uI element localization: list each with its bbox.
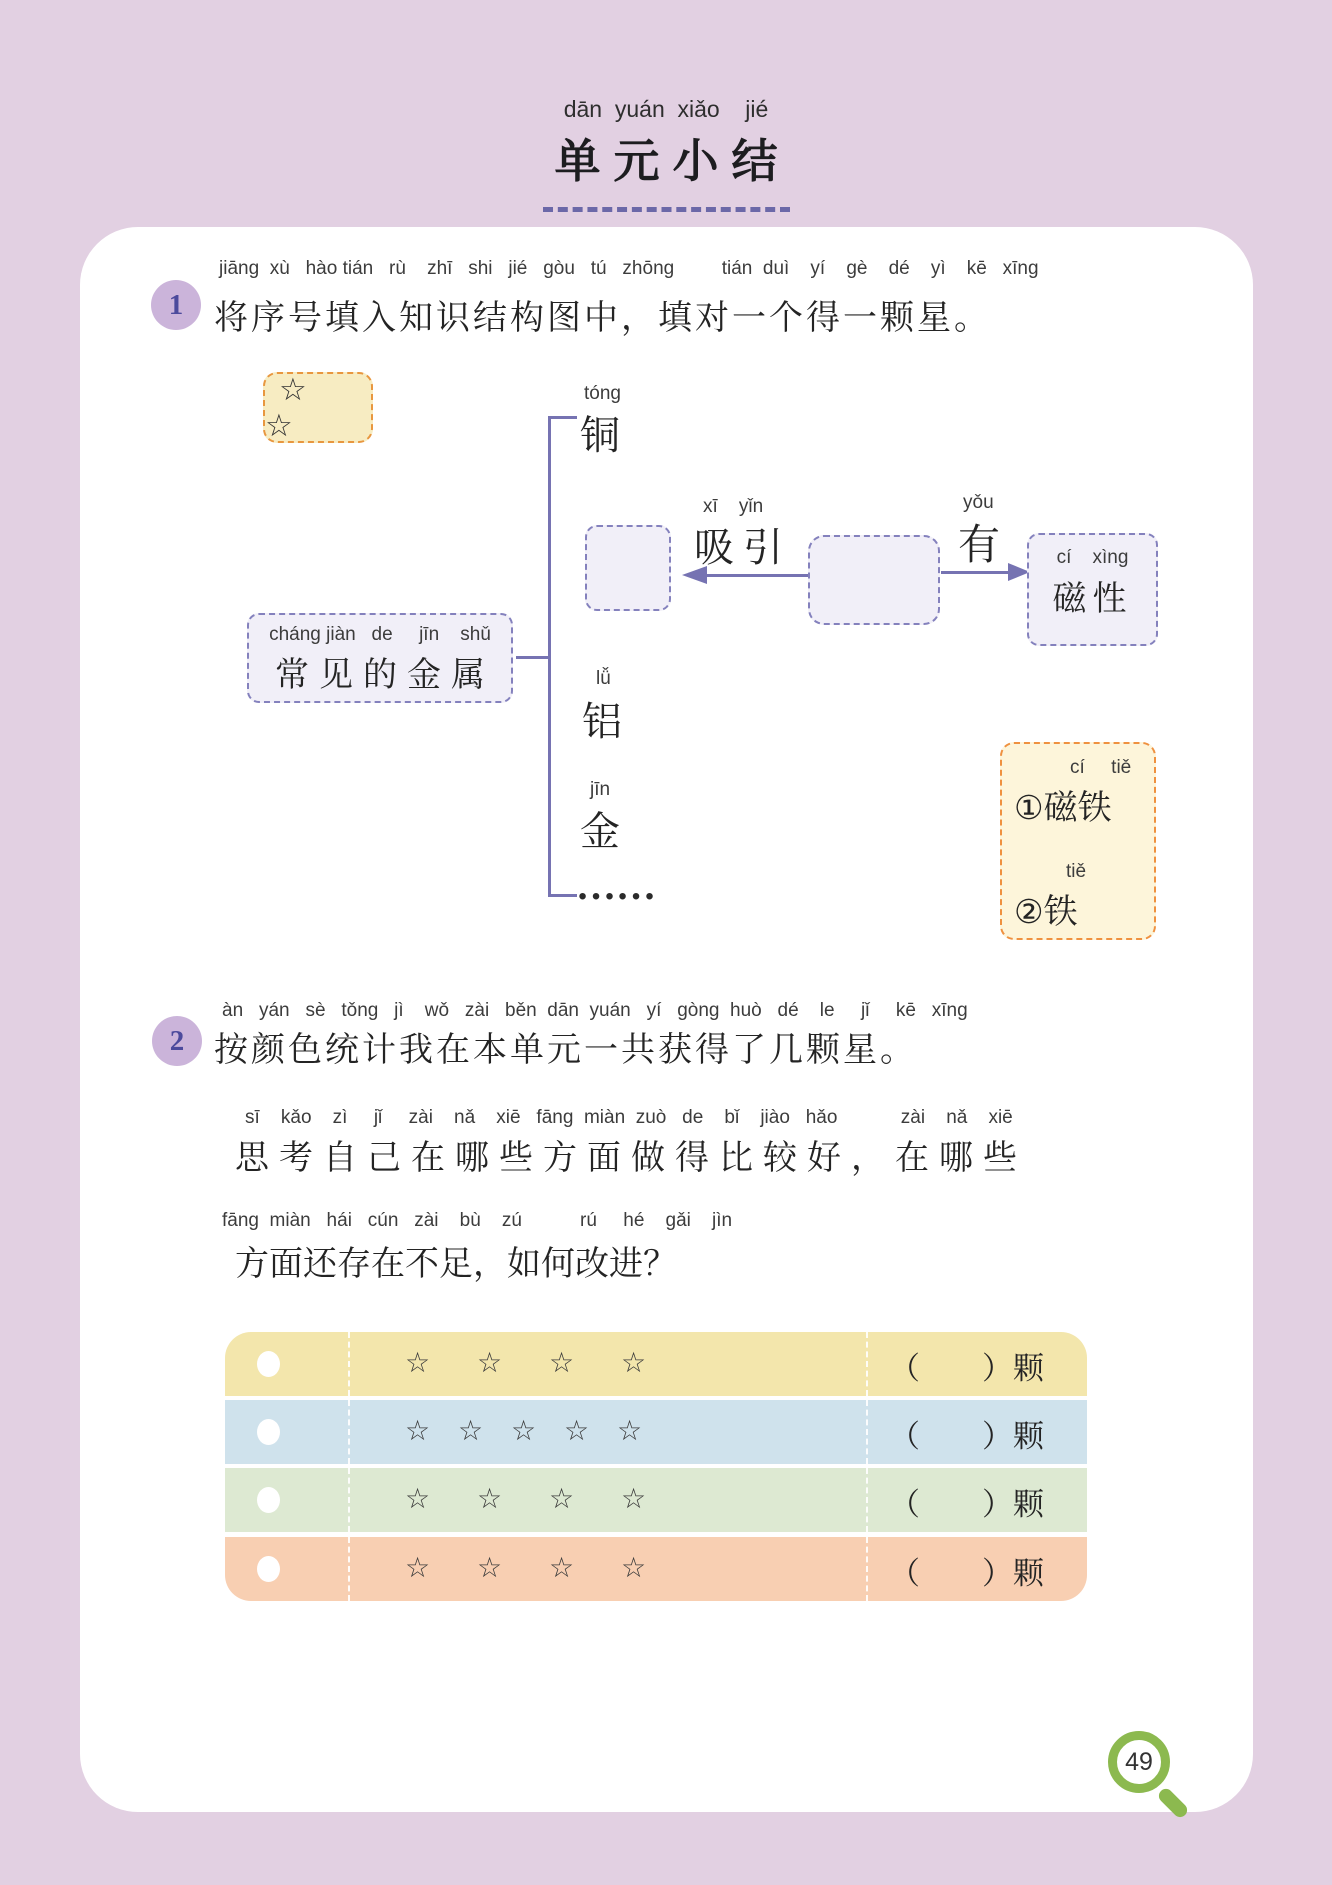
row-stars: ☆ ☆ ☆ ☆ ☆ bbox=[405, 1414, 643, 1447]
row-divider-right bbox=[866, 1468, 868, 1532]
option1-pinyin: cí tiě bbox=[1070, 757, 1132, 778]
answer-blank-box-left bbox=[585, 525, 671, 611]
branch-gold: 金 bbox=[580, 809, 620, 854]
root-node-common-metals bbox=[247, 613, 513, 703]
section2-line1-pinyin: àn yán sè tǒng jì wǒ zài běn dān yuán yí gòng huò dé le jǐ kē xīng bbox=[222, 1000, 968, 1021]
option1-text: 磁铁 bbox=[1043, 790, 1112, 827]
section1-number-badge: 1 bbox=[151, 280, 201, 330]
option2-iron bbox=[1014, 884, 1078, 933]
option2-number: ② bbox=[1014, 892, 1044, 931]
section1-question-pinyin: jiāng xù hào tián rù zhī shi jié gòu tú zhōng tián duì yí gè dé yì kē xīng bbox=[219, 258, 1039, 279]
option2-pinyin: tiě bbox=[1066, 861, 1087, 882]
magnetism-text: 磁性 bbox=[1052, 581, 1133, 618]
section2-line3-text: 方面还存在不足，如何改进？ bbox=[235, 1246, 677, 1283]
attract-label-pinyin: xī yǐn bbox=[703, 496, 764, 517]
branch-aluminum: 铝 bbox=[582, 699, 622, 744]
page-number: 49 bbox=[1125, 1747, 1153, 1776]
answer-options-box bbox=[1000, 742, 1156, 940]
row-divider-right bbox=[866, 1400, 868, 1464]
attract-arrow-line bbox=[706, 574, 808, 577]
row-divider-left bbox=[348, 1468, 350, 1532]
page-title-block bbox=[466, 96, 866, 212]
section2-number-badge: 2 bbox=[152, 1016, 202, 1066]
row-bullet bbox=[257, 1556, 280, 1582]
row-count-blank: （ ）颗 bbox=[889, 1556, 1044, 1591]
title-underline-dashes bbox=[543, 207, 790, 212]
have-arrow-line bbox=[941, 571, 1011, 574]
bracket-top-tick bbox=[548, 416, 577, 419]
row-divider-left bbox=[348, 1537, 350, 1601]
branch-copper-pinyin: tóng bbox=[584, 383, 621, 404]
attract-label: 吸引 bbox=[694, 525, 792, 570]
branch-ellipsis: …… bbox=[576, 863, 656, 908]
branch-aluminum-pinyin: lǚ bbox=[596, 668, 611, 689]
row-stars: ☆ ☆ ☆ ☆ bbox=[405, 1346, 647, 1379]
section2-line2-text: 思考自己在哪些方面做得比较好，在哪些 bbox=[235, 1140, 1027, 1177]
score-row-yellow bbox=[225, 1332, 1087, 1396]
section2-line1-text: 按颜色统计我在本单元一共获得了几颗星。 bbox=[214, 1032, 917, 1069]
attract-arrow-head-icon bbox=[682, 566, 707, 584]
row-stars: ☆ ☆ ☆ ☆ bbox=[405, 1551, 647, 1584]
root-node-pinyin: cháng jiàn de jīn shǔ bbox=[269, 624, 491, 645]
score-row-orange bbox=[225, 1537, 1087, 1601]
option1-number: ① bbox=[1014, 788, 1044, 827]
root-connector-line bbox=[516, 656, 549, 659]
have-label-pinyin: yǒu bbox=[963, 492, 994, 513]
option1-magnet bbox=[1014, 780, 1112, 829]
branch-copper: 铜 bbox=[580, 413, 620, 458]
magnetism-pinyin: cí xìng bbox=[1056, 547, 1129, 568]
magnetism-node bbox=[1027, 533, 1158, 646]
row-count-blank: （ ）颗 bbox=[889, 1487, 1044, 1522]
option2-text: 铁 bbox=[1043, 894, 1078, 931]
row-bullet bbox=[257, 1487, 280, 1513]
section1-question-text: 将序号填入知识结构图中，填对一个得一颗星。 bbox=[214, 300, 991, 337]
section2-line3-pinyin: fāng miàn hái cún zài bù zú rú hé gǎi jìn bbox=[222, 1210, 733, 1231]
root-node-text: 常见的金属 bbox=[275, 657, 495, 694]
section2-line2-pinyin: sī kǎo zì jǐ zài nǎ xiē fāng miàn zuò de bǐ jiào hǎo zài nǎ xiē bbox=[245, 1107, 1013, 1128]
row-bullet bbox=[257, 1419, 280, 1445]
star-outline-icon: ☆ ☆ bbox=[265, 371, 321, 444]
row-stars: ☆ ☆ ☆ ☆ bbox=[405, 1482, 647, 1515]
page-title: 单元小结 bbox=[554, 136, 791, 187]
row-count-blank: （ ）颗 bbox=[889, 1351, 1044, 1386]
branch-gold-pinyin: jīn bbox=[590, 779, 611, 800]
earned-stars-box bbox=[263, 372, 373, 443]
row-divider-left bbox=[348, 1400, 350, 1464]
magnifier-icon bbox=[1108, 1731, 1170, 1793]
row-divider-right bbox=[866, 1537, 868, 1601]
row-divider-right bbox=[866, 1332, 868, 1396]
row-bullet bbox=[257, 1351, 280, 1377]
score-row-green bbox=[225, 1468, 1087, 1532]
row-count-blank: （ ）颗 bbox=[889, 1419, 1044, 1454]
answer-blank-box-right bbox=[808, 535, 940, 625]
page-title-pinyin: dān yuán xiǎo jié bbox=[563, 96, 769, 122]
have-label: 有 bbox=[958, 523, 1001, 569]
row-divider-left bbox=[348, 1332, 350, 1396]
bracket-bottom-tick bbox=[548, 894, 577, 897]
score-row-blue bbox=[225, 1400, 1087, 1464]
